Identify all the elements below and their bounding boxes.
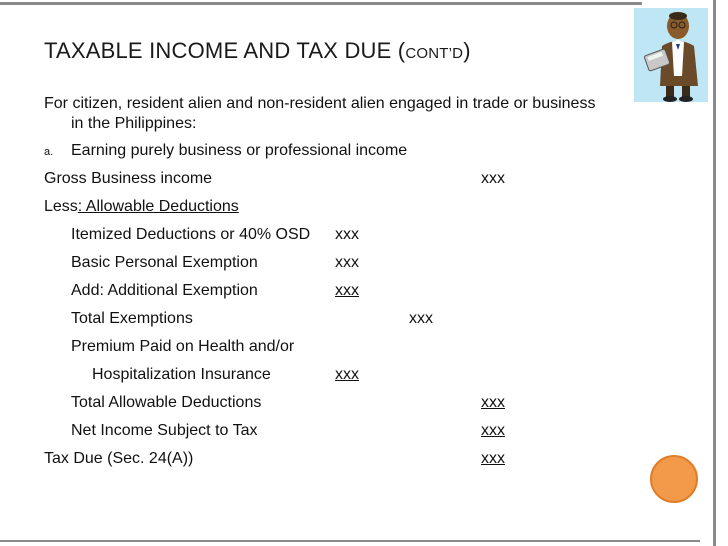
less-prefix: Less bbox=[44, 198, 78, 215]
tax-due-value: xxx bbox=[481, 450, 505, 467]
title-end: ) bbox=[463, 38, 471, 63]
slide-title bbox=[44, 38, 471, 64]
premium-value: xxx bbox=[335, 366, 359, 383]
basic-exemption-value: xxx bbox=[335, 254, 359, 271]
gross-income-label: Gross Business income bbox=[44, 170, 213, 187]
title-contd: CONT’D bbox=[405, 45, 464, 62]
orange-circle-decoration bbox=[650, 455, 698, 503]
right-border-line bbox=[713, 0, 716, 546]
additional-exemption-label: Add: Additional Exemption bbox=[71, 282, 258, 299]
itemized-value: xxx bbox=[335, 226, 359, 243]
net-income-label: Net Income Subject to Tax bbox=[71, 422, 258, 439]
intro-line-1: For citizen, resident alien and non-resident alien engaged in trade or business bbox=[44, 95, 596, 112]
list-marker: a. bbox=[44, 146, 54, 158]
list-item-text: Earning purely business or professional income bbox=[71, 142, 408, 159]
premium-label-line-2: Hospitalization Insurance bbox=[92, 366, 271, 383]
additional-exemption-value: xxx bbox=[335, 282, 359, 299]
businessman-calculator-icon bbox=[632, 6, 710, 104]
net-income-value: xxx bbox=[481, 422, 505, 439]
total-exemptions-value: xxx bbox=[409, 310, 433, 327]
total-deductions-label: Total Allowable Deductions bbox=[71, 394, 262, 411]
total-deductions-value: xxx bbox=[481, 394, 505, 411]
less-rest: : Allowable Deductions bbox=[77, 198, 239, 215]
basic-exemption-label: Basic Personal Exemption bbox=[71, 254, 258, 271]
tax-due-label: Tax Due (Sec. 24(A)) bbox=[44, 450, 194, 467]
bottom-border-line bbox=[0, 540, 700, 542]
premium-label-line-1: Premium Paid on Health and/or bbox=[71, 338, 295, 355]
total-exemptions-label: Total Exemptions bbox=[71, 310, 193, 327]
less-deductions-label bbox=[44, 197, 239, 217]
itemized-label: Itemized Deductions or 40% OSD bbox=[71, 226, 311, 243]
top-border-line bbox=[0, 2, 642, 5]
list-item bbox=[44, 141, 407, 162]
title-main: TAXABLE INCOME AND TAX DUE ( bbox=[44, 38, 406, 63]
intro-line-2: in the Philippines: bbox=[71, 115, 197, 132]
gross-income-value: xxx bbox=[481, 170, 505, 187]
